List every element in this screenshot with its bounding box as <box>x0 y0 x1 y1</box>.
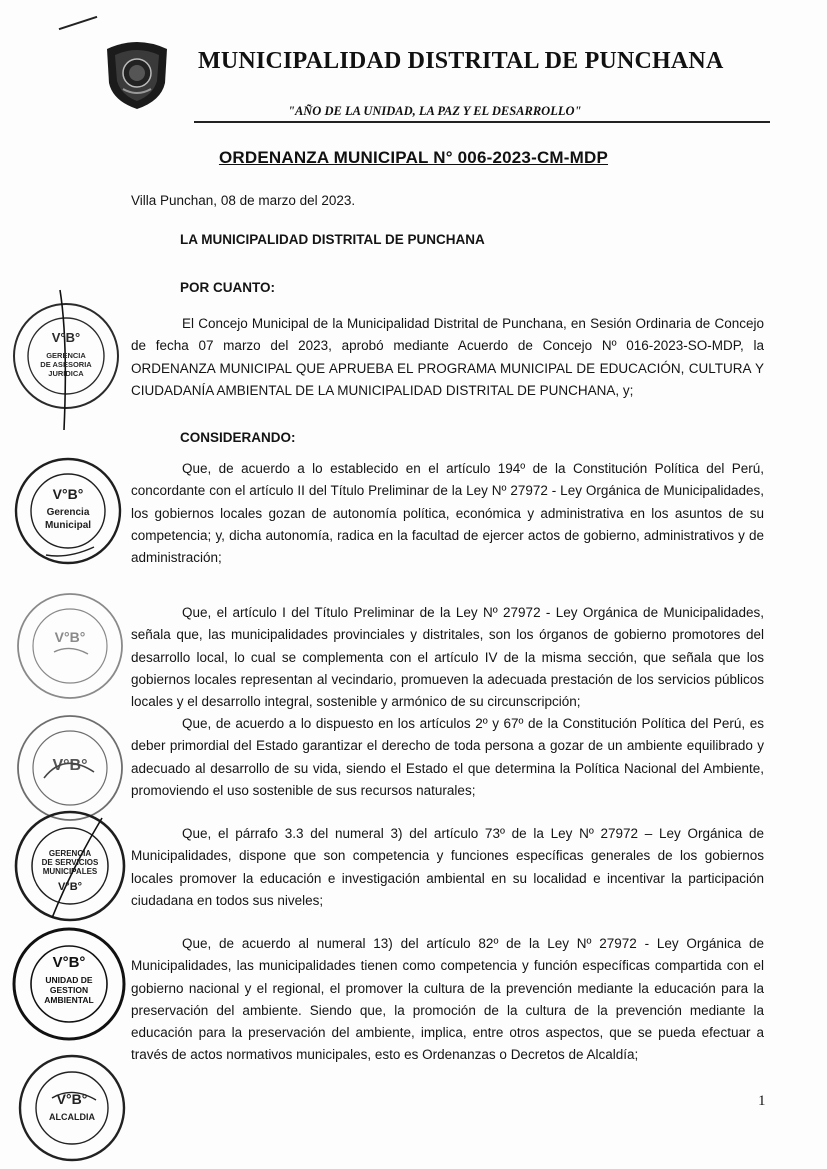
stamp-vb: V°B° <box>56 1091 88 1107</box>
approval-stamp <box>10 925 128 1043</box>
por-cuanto-paragraph: El Concejo Municipal de la Municipalidad Distrital de Punchana, en Sesión Ordinaria de Concejo de fecha 07 marzo del 2023, aprobó mediante Acuerdo de Concejo Nº 016-2023-SO-MDP, la ORDENANZA MUNICIPAL QUE APRUEBA EL PROGRAMA MUNICIPAL DE EDUCACIÓN, CULTURA Y CIUDADANÍA AMBIENTAL DE LA MUNICIPALIDAD DISTRITAL DE PUNCHANA, y; <box>131 316 764 398</box>
stamp-vb: V°B° <box>51 330 81 345</box>
stamp-vb: V°B° <box>52 486 84 502</box>
stamp-center-line: Gerencia <box>46 507 90 518</box>
stamp-center-line: DE SERVICIOS <box>41 858 99 867</box>
stamp-center-line: UNIDAD DE <box>45 975 93 985</box>
stamp-vb: V°B° <box>52 757 88 774</box>
date-line: Villa Punchan, 08 de marzo del 2023. <box>131 193 356 208</box>
approval-stamp <box>10 300 122 412</box>
document-title: ORDENANZA MUNICIPAL N° 006-2023-CM-MDP <box>218 148 609 167</box>
stamp-center-line: GERENCIA <box>48 849 92 858</box>
approval-stamp <box>12 455 124 567</box>
stamp-center-line: Municipal <box>44 520 92 531</box>
approval-stamp-faded <box>14 590 126 702</box>
por-cuanto-heading: POR CUANTO: <box>180 280 276 295</box>
considerando-paragraph: Que, de acuerdo al numeral 13) del artículo 82º de la Ley Nº 27972 - Ley Orgánica de Municipalidades, las municipalidades tienen como competencia y función específicas compartida con el gobierno nacional y el regional, el promover la cultura de la prevención mediante la educación para la preservación del ambiente. Siendo que, la promoción de la cultura de la prevención mediante la educación para la preservación del ambiente, implica, entre otros aspectos, que se pueda efectuar a través de actos normativos municipales, esto es Ordenanzas o Decretos de Alcaldía; <box>131 936 764 1063</box>
considerando-paragraph: Que, de acuerdo a lo establecido en el artículo 194º de la Constitución Política del Perú, concordante con el artículo II del Título Preliminar de la Ley Nº 27972 - Ley Orgánica de Municipalidades, los gobiernos locales gozan de autonomía política, económica y administrativa en los asuntos de su competencia; y, dicha autonomía, radica en la facultad de ejercer actos de gobierno, administrativos y de administración; <box>131 461 764 566</box>
issuing-entity: LA MUNICIPALIDAD DISTRITAL DE PUNCHANA <box>180 232 485 247</box>
considerando-paragraph: Que, de acuerdo a lo dispuesto en los artículos 2º y 67º de la Constitución Política del Perú, es deber primordial del Estado garantizar el derecho de toda persona a gozar de un ambiente equilibrado y adecuado al desarrollo de su vida, siendo el Estado el que determina la Política Nacional del Ambiente, promoviendo el uso sostenible de sus recursos naturales; <box>131 716 764 798</box>
scan-mark <box>59 16 98 30</box>
header-divider <box>194 121 770 123</box>
stamp-center-line: ALCALDIA <box>49 1112 95 1122</box>
considerando-heading: CONSIDERANDO: <box>180 430 296 445</box>
considerando-paragraph: Que, el artículo I del Título Preliminar de la Ley Nº 27972 - Ley Orgánica de Municipalidades, señala que, las municipalidades provinciales y distritales, son los órganos de gobierno promotores del desarrollo local, lo cual se complementa con el artículo IV de la misma sección, que señala que los gobiernos locales representan al vecindario, promueven la adecuada prestación de los servicios públicos locales y el desarrollo integral, sostenible y armónico de su circunscripción; <box>131 605 764 710</box>
stamp-center-line: AMBIENTAL <box>44 995 94 1005</box>
institution-name: MUNICIPALIDAD DISTRITAL DE PUNCHANA <box>198 48 724 74</box>
approval-stamp <box>12 808 128 924</box>
considerando-paragraph: Que, el párrafo 3.3 del numeral 3) del artículo 73º de la Ley Nº 27972 – Ley Orgánica de Municipalidades, dispone que son competencia y funciones específicas generales de los gobiernos locales promover la educación e investigación ambiental en su localidad e incentivar la participación ciudadana en todos sus niveles; <box>131 826 764 908</box>
page-number: 1 <box>758 1093 766 1109</box>
approval-stamp <box>16 1052 128 1164</box>
stamp-center-line: JURIDICA <box>48 369 84 378</box>
stamp-vb: V°B° <box>54 629 86 645</box>
stamp-vb: V°B° <box>52 954 86 971</box>
stamp-vb: V°B° <box>57 881 83 893</box>
year-motto: "AÑO DE LA UNIDAD, LA PAZ Y EL DESARROLLO" <box>288 104 582 118</box>
stamp-center-line: DE ASESORIA <box>40 360 92 369</box>
stamp-center-line: MUNICIPALES <box>42 867 98 876</box>
stamp-center-line: GESTION <box>49 985 89 995</box>
municipal-logo <box>103 37 171 111</box>
stamp-center-line: GERENCIA <box>46 351 86 360</box>
